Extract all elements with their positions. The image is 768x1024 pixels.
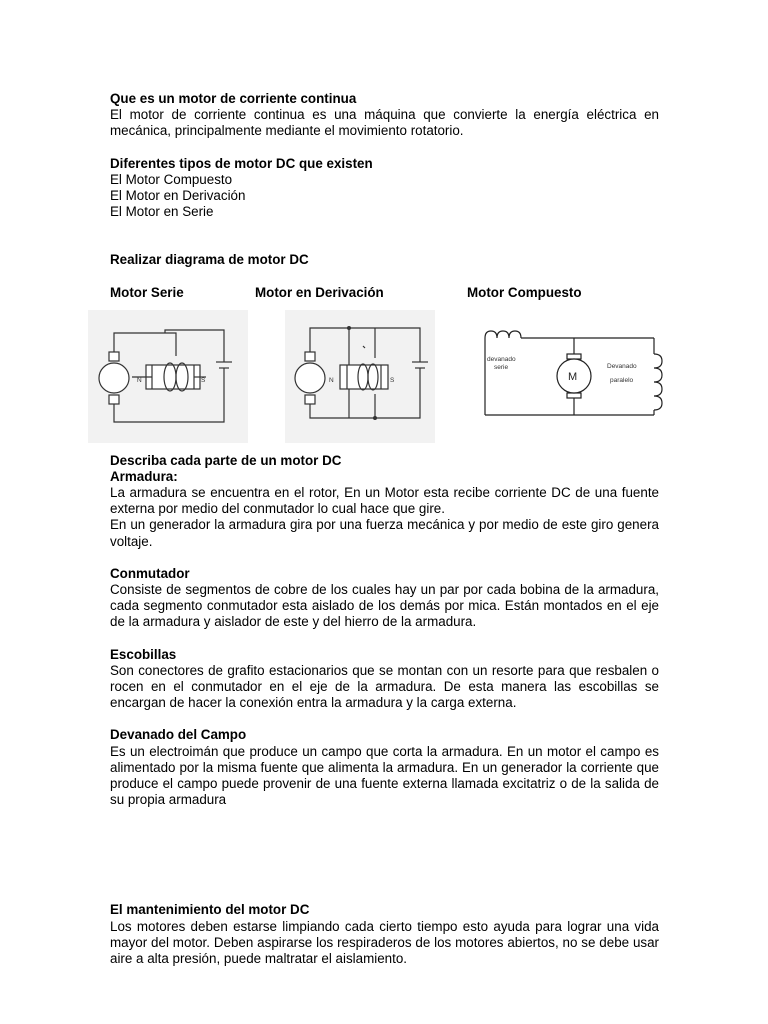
- diagrams-row: [110, 310, 659, 443]
- series-s-label: S: [201, 376, 206, 384]
- diagram-labels: [110, 285, 659, 301]
- series-winding-label-1: devanado: [487, 355, 516, 363]
- series-motor-diagram: [88, 310, 248, 443]
- series-n-label: N: [137, 376, 142, 384]
- escobillas-heading: Escobillas: [110, 646, 177, 662]
- series-winding-label-2: serie: [494, 363, 509, 371]
- armadura-text-2: En un generador la armadura gira por una fuerza mecánica y por medio de este giro genera voltaje.: [110, 517, 659, 549]
- devanado-heading: Devanado del Campo: [110, 727, 247, 743]
- escobillas-text: Son conectores de grafito estacionarios que se montan con un resorte para que resbalen o rocen en el conmutador en el eje de la armadura. De esta manera las escobillas se encargan de hacer la conexión entra la armadura y la carga externa.: [110, 662, 659, 711]
- motor-derivacion-label: Motor en Derivación: [255, 284, 384, 300]
- diagram-section-heading: Realizar diagrama de motor DC: [110, 252, 309, 268]
- motor-serie-label: Motor Serie: [110, 284, 184, 300]
- conmutador-heading: Conmutador: [110, 565, 190, 581]
- shunt-winding-label-2: paralelo: [610, 376, 634, 384]
- motor-m-label: M: [568, 370, 578, 383]
- shunt-n-label: N: [329, 376, 334, 384]
- intro-heading: Que es un motor de corriente continua: [110, 91, 357, 106]
- armadura-heading: Armadura:: [110, 468, 178, 484]
- type-item: El Motor en Serie: [110, 204, 214, 220]
- maintenance-text: Los motores deben estarse limpiando cada cierto tiempo esto ayuda para lograr una vida mayor del motor. Deben aspirarse los respiraderos de los motores abiertos, no se debe usar aire a alta presión, puede maltratar el aislamiento.: [110, 918, 659, 967]
- shunt-motor-diagram: [285, 310, 435, 443]
- motor-compuesto-label: Motor Compuesto: [467, 284, 582, 300]
- intro-text: El motor de corriente continua es una máquina que convierte la energía eléctrica en mecánica, principalmente mediante el movimiento rotatorio.: [110, 107, 659, 139]
- type-item: El Motor en Derivación: [110, 188, 246, 204]
- maintenance-heading: El mantenimiento del motor DC: [110, 902, 310, 918]
- types-heading: Diferentes tipos de motor DC que existen: [110, 155, 373, 171]
- type-item: El Motor Compuesto: [110, 171, 233, 187]
- parts-heading: Describa cada parte de un motor DC: [110, 452, 342, 468]
- conmutador-text: Consiste de segmentos de cobre de los cuales hay un par por cada bobina de la armadura, cada segmento conmutador esta aislado de los demás por mica. Están montados en el eje de la armadura y aislador de este y del hierro de la armadura.: [110, 582, 659, 630]
- document-page: [110, 91, 659, 967]
- shunt-winding-label-1: Devanado: [607, 362, 637, 370]
- compound-motor-diagram: [482, 310, 672, 420]
- armadura-text-1: La armadura se encuentra en el rotor, En un Motor esta recibe corriente DC de una fuente externa por medio del conmutador lo cual hace que gire.: [110, 485, 659, 517]
- shunt-s-label: S: [390, 376, 395, 384]
- devanado-text: Es un electroimán que produce un campo que corta la armadura. En un motor el campo es alimentado por la misma fuente que alimenta la armadura. En un generador la corriente que produce el campo puede provenir de una fuente externa llamada excitatriz o de la salida de su propia armadura: [110, 743, 659, 808]
